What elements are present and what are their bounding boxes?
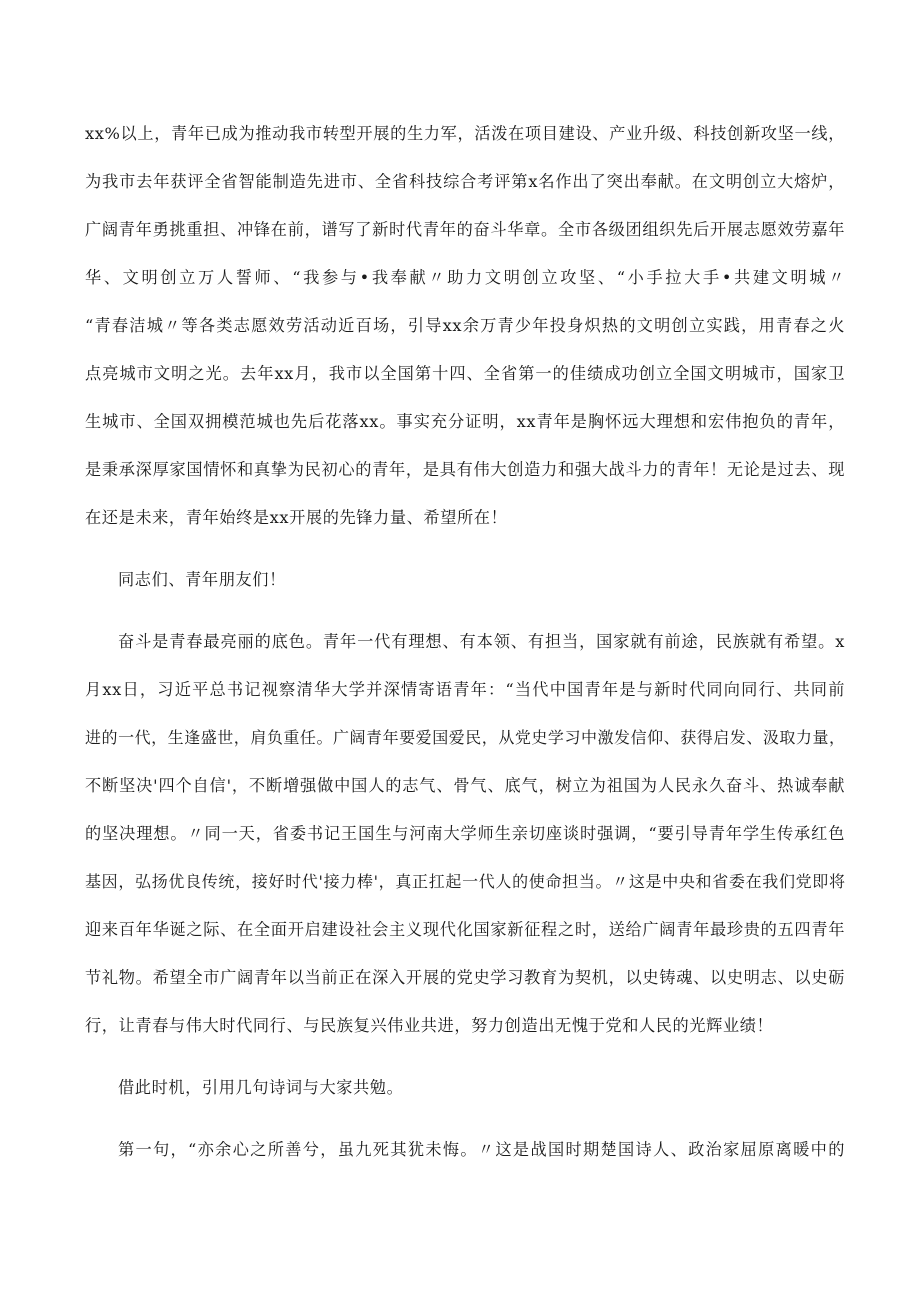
text-line: 不断坚决'四个自信'，不断增强做中国人的志气、骨气、底气，树立为祖国为人民永久奋斗、热诚奉献 [85, 776, 845, 795]
text-line: 广阔青年勇挑重担、冲锋在前，谱写了新时代青年的奋斗华章。全市各级团组织先后开展志愿效劳嘉年 [85, 220, 845, 239]
text-line: 节礼物。希望全市广阔青年以当前正在深入开展的党史学习教育为契机，以史铸魂、以史明志、以史砺 [85, 968, 845, 987]
text-line: 为我市去年获评全省智能制造先进市、全省科技综合考评第x名作出了突出奉献。在文明创立大熔炉， [85, 172, 845, 191]
text-line: xx%以上，青年已成为推动我市转型开展的生力军，活泼在项目建设、产业升级、科技创新攻坚一线， [85, 124, 845, 143]
text-line: 的坚决理想。〃同一天，省委书记王国生与河南大学师生亲切座谈时强调，“要引导青年学生传承红色 [85, 824, 845, 843]
text-line: 在还是未来，青年始终是xx开展的先锋力量、希望所在！ [85, 508, 508, 527]
text-line: 奋斗是青春最亮丽的底色。青年一代有理想、有本领、有担当，国家就有前途，民族就有希望。x [118, 632, 845, 651]
text-line: 迎来百年华诞之际、在全面开启建设社会主义现代化国家新征程之时，送给广阔青年最珍贵的五四青年 [85, 920, 845, 939]
text-line: 华、文明创立万人誓师、“我参与•我奉献〃助力文明创立攻坚、“小手拉大手•共建文明城〃 [85, 268, 845, 287]
salutation: 同志们、青年朋友们！ [118, 570, 286, 589]
text-line: 点亮城市文明之光。去年xx月，我市以全国第十四、全省第一的佳绩成功创立全国文明城市，国家卫 [85, 364, 845, 383]
text-line: 生城市、全国双拥模范城也先后花落xx。事实充分证明，xx青年是胸怀远大理想和宏伟抱负的青年， [85, 412, 845, 431]
text-line: 行，让青春与伟大时代同行、与民族复兴伟业共进，努力创造出无愧于党和人民的光辉业绩！ [85, 1016, 774, 1035]
text-line: 借此时机，引用几句诗词与大家共勉。 [118, 1078, 404, 1097]
text-line: 第一句，“亦余心之所善兮，虽九死其犹未悔。〃这是战国时期楚国诗人、政治家屈原离暖中的 [118, 1140, 845, 1159]
text-line: 进的一代，生逢盛世，肩负重任。广阔青年要爱国爱民，从党史学习中激发信仰、获得启发、汲取力量， [85, 728, 845, 747]
text-line: “青春洁城〃等各类志愿效劳活动近百场，引导xx余万青少年投身炽热的文明创立实践，用青春之火 [85, 316, 845, 335]
text-line: 月xx日，习近平总书记视察清华大学并深情寄语青年：“当代中国青年是与新时代同向同行、共同前 [85, 680, 845, 699]
text-line: 基因，弘扬优良传统，接好时代'接力棒'，真正扛起一代人的使命担当。〃这是中央和省委在我们党即将 [85, 872, 845, 891]
text-line: 是秉承深厚家国情怀和真挚为民初心的青年，是具有伟大创造力和强大战斗力的青年！无论是过去、现 [85, 460, 845, 479]
